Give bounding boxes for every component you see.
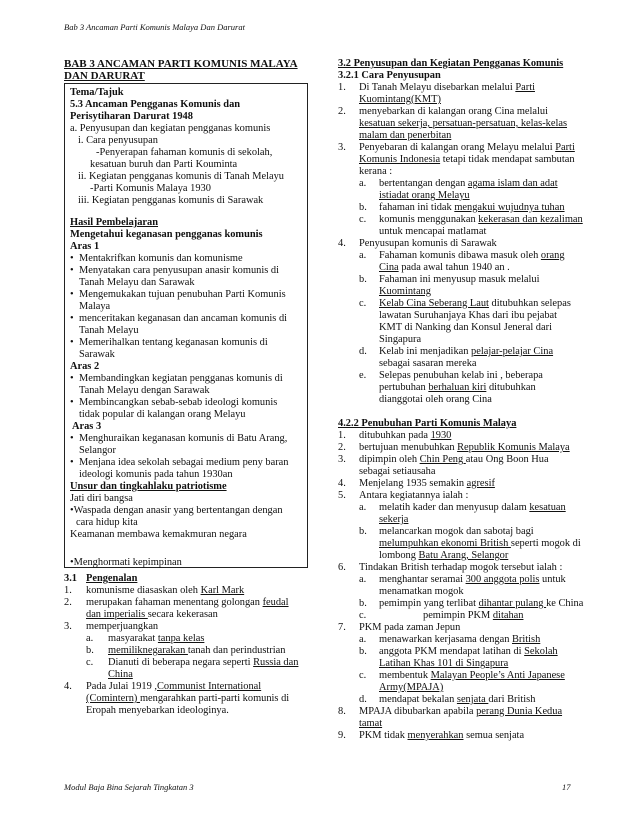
item-text: anggota PKM mendapat latihan di xyxy=(379,646,525,657)
keyword: Kuomintang(KMT) xyxy=(359,94,441,105)
page-number: 17 xyxy=(562,782,571,792)
topic-line: -Penyerapan fahaman komunis di sekolah, xyxy=(96,147,273,158)
item-number: 2. xyxy=(338,442,346,453)
keyword: Chin Peng xyxy=(419,454,466,465)
outcome-item: ideologi komunis pada tahun 1930an xyxy=(79,469,233,480)
outcome-heading: Mengetahui keganasan pengganas komunis xyxy=(70,229,263,240)
item-letter: c. xyxy=(359,214,367,225)
value-item: Waspada dengan anasir yang bertentangan dengan xyxy=(73,505,283,516)
item-text: menamatkan mogok xyxy=(379,586,464,597)
topic-line: -Parti Komunis Malaya 1930 xyxy=(90,183,211,194)
keyword: Army(MPAJA) xyxy=(379,682,444,693)
item-text: Kelab ini menjadikan xyxy=(379,346,472,357)
item-number: 2. xyxy=(338,106,346,117)
outcome-item: Tanah Melayu dengan Sarawak xyxy=(79,385,210,396)
keyword: Communist International xyxy=(157,681,262,692)
item-text: Selepas penubuhan kelab ini , beberapa xyxy=(379,370,543,381)
keyword: Malayan People’s Anti Japanese xyxy=(430,670,565,681)
item-number: 5. xyxy=(338,490,346,501)
keyword: berhaluan kiri xyxy=(428,382,487,393)
item-text: Fahaman komunis dibawa masuk oleh xyxy=(379,250,541,261)
item-text: lawatan Suruhanjaya Khas dari ibu pejabat xyxy=(379,310,558,321)
section-title: 3.2 Penyusupan dan Kegiatan Pengganas Komunis xyxy=(338,58,564,69)
objectives-content xyxy=(70,87,306,541)
keyword: senjata xyxy=(456,694,489,705)
item-text: Menjelang 1935 semakin xyxy=(359,478,467,489)
chapter-title: DAN DARURAT xyxy=(64,70,145,82)
bullet-icon: • xyxy=(70,253,74,264)
item-text: Tindakan British terhadap mogok tersebut ialah : xyxy=(359,562,563,573)
topic-line: kesatuan buruh dan Parti Kouminta xyxy=(90,159,238,170)
keyword: tanpa kelas xyxy=(157,633,205,644)
keyword: Latihan Khas 101 di Singapura xyxy=(379,658,509,669)
keyword: kesatuan sekerja, persatuan-persatuan, kelas-kelas xyxy=(359,118,568,129)
keyword: tamat xyxy=(359,718,383,729)
item-letter: a. xyxy=(86,633,94,644)
subsection-title: 3.2.1 Cara Penyusupan xyxy=(338,70,441,81)
outcome-item: tidak popular di kalangan orang Melayu xyxy=(79,409,246,420)
item-text: melancarkan mogok dan sabotaj bagi xyxy=(379,526,534,537)
item-letter: a. xyxy=(359,250,367,261)
item-number: 9. xyxy=(338,730,346,741)
item-text: pertubuhan xyxy=(379,382,429,393)
bullet-icon: • xyxy=(70,433,74,444)
item-text: dianggotai oleh orang Cina xyxy=(379,394,492,405)
keyword: menyerahkan xyxy=(407,730,464,741)
left-column xyxy=(64,58,314,82)
item-letter: a. xyxy=(359,574,367,585)
keyword: orang xyxy=(540,250,565,261)
keyword: Kelab Cina Seberang Laut xyxy=(379,298,489,309)
outcome-item: menceritakan keganasan dan ancaman komunis di xyxy=(79,313,288,324)
item-letter: b. xyxy=(359,202,367,213)
keyword: feudal xyxy=(262,597,289,608)
keyword: sekerja xyxy=(379,514,409,525)
item-text: memperjuangkan xyxy=(86,621,159,632)
item-number: 8. xyxy=(338,706,346,717)
item-text: Penyusupan komunis di Sarawak xyxy=(359,238,497,249)
item-text: dipimpin oleh xyxy=(359,454,420,465)
keyword: 1930 xyxy=(430,430,452,441)
item-letter: c. xyxy=(359,670,367,681)
item-number: 3. xyxy=(338,142,346,153)
item-text: membentuk xyxy=(379,670,431,681)
item-number: 1. xyxy=(338,430,346,441)
item-text: masyarakat xyxy=(108,633,158,644)
item-text: tanah dan perindustrian xyxy=(187,645,286,656)
item-text: lombong xyxy=(379,550,419,561)
item-number: 4. xyxy=(64,681,72,692)
topic-line: ii. Kegiatan pengganas komunis di Tanah Melayu xyxy=(78,171,284,182)
item-letter: b. xyxy=(359,646,367,657)
topic-line: i. Cara penyusupan xyxy=(78,135,158,146)
patriotisme-heading: Unsur dan tingkahlaku patriotisme xyxy=(70,481,227,492)
keyword: Sekolah xyxy=(524,646,558,657)
item-text: Pada Julai 1919 , xyxy=(86,681,157,692)
item-text: ditubuhkan pada xyxy=(359,430,431,441)
outcome-item: Malaya xyxy=(79,301,111,312)
keyword: Parti xyxy=(555,142,575,153)
outcome-item: Memerihalkan tentang keganasan komunis di xyxy=(79,337,268,348)
section-3-1 xyxy=(64,573,314,717)
keyword: British xyxy=(512,634,541,645)
bullet-icon: • xyxy=(70,457,74,468)
item-text: bertentangan dengan xyxy=(379,178,468,189)
item-number: 7. xyxy=(338,622,346,633)
item-text: kerana : xyxy=(359,166,393,177)
topic-line: iii. Kegiatan pengganas komunis di Sarawak xyxy=(78,195,264,206)
value-item: Menghormati kepimpinan xyxy=(73,557,182,568)
item-letter: c. xyxy=(86,657,94,668)
keyword: pelajar-pelajar Cina xyxy=(471,346,554,357)
outcome-item: Menyatakan cara penyusupan anasir komunis di xyxy=(79,265,279,276)
keyword: ditahan xyxy=(492,610,524,621)
page-footer: Modul Baja Bina Sejarah Tingkatan 3 xyxy=(64,782,194,792)
keyword: melumpuhkan ekonomi British xyxy=(379,538,511,549)
item-text: atau Ong Boon Hua xyxy=(465,454,549,465)
outcome-item: Sarawak xyxy=(79,349,115,360)
keyword: istiadat orang Melayu xyxy=(379,190,470,201)
topic-line: a. Penyusupan dan kegiatan pengganas komunis xyxy=(70,123,271,134)
item-text: KMT di Nanking dan Konsul Jeneral dari xyxy=(379,322,552,333)
item-number: 6. xyxy=(338,562,346,573)
outcome-item: Menjana idea sekolah sebagai medium peny baran xyxy=(79,457,289,468)
item-text: Antara kegiatannya ialah : xyxy=(359,490,469,501)
item-letter: b. xyxy=(86,645,94,656)
keyword: kekerasan dan kezaliman xyxy=(478,214,583,225)
outcome-item: Menghuraikan keganasan komunis di Batu Arang, xyxy=(79,433,288,444)
bullet-icon: • xyxy=(70,397,74,408)
chapter-title: BAB 3 ANCAMAN PARTI KOMUNIS MALAYA xyxy=(64,58,298,70)
item-letter: a. xyxy=(359,634,367,645)
item-text: pemimpin yang terlibat xyxy=(379,598,479,609)
subsection-title: 4.2.2 Penubuhan Parti Komunis Malaya xyxy=(338,418,517,429)
item-text: seperti mogok di xyxy=(510,538,581,549)
cut-off-line xyxy=(70,557,306,568)
section-number: 3.1 xyxy=(64,573,77,584)
item-letter: b. xyxy=(359,526,367,537)
subtopic: Perisytiharan Darurat 1948 xyxy=(70,111,193,122)
keyword: Parti xyxy=(515,82,535,93)
item-number: 1. xyxy=(64,585,72,596)
item-text: komunis menggunakan xyxy=(379,214,479,225)
tema-heading: Tema/Tajuk xyxy=(70,87,124,98)
outcome-item: Mengemukakan tujuan penubuhan Parti Komunis xyxy=(79,289,286,300)
item-number: 4. xyxy=(338,238,346,249)
keyword: mengakui wujudnya tuhan xyxy=(454,202,565,213)
item-text: Penyebaran di kalangan orang Melayu melalui xyxy=(359,142,556,153)
item-letter: e. xyxy=(359,370,367,381)
item-text: untuk mencapai matlamat xyxy=(379,226,487,237)
outcome-item: Tanah Melayu xyxy=(79,325,139,336)
item-number: 3. xyxy=(64,621,72,632)
item-text: fahaman ini tidak xyxy=(379,202,455,213)
keyword: kesatuan xyxy=(529,502,566,513)
item-text: bertujuan menubuhkan xyxy=(359,442,458,453)
item-text: PKM pada zaman Jepun xyxy=(359,622,461,633)
keyword: Komunis Indonesia xyxy=(359,154,441,165)
item-letter: d. xyxy=(359,346,367,357)
keyword: Republik Komunis Malaya xyxy=(457,442,570,453)
section-title: Pengenalan xyxy=(86,573,138,584)
item-text: Fahaman ini menyusup masuk melalui xyxy=(379,274,540,285)
item-letter: b. xyxy=(359,598,367,609)
keyword: China xyxy=(108,669,133,680)
item-text: sebagai sasaran mereka xyxy=(379,358,477,369)
item-text: Dianuti di beberapa negara seperti xyxy=(108,657,254,668)
bullet-icon: • xyxy=(70,557,74,568)
item-number: 3. xyxy=(338,454,346,465)
keyword: agresif xyxy=(466,478,495,489)
keyword: agama islam dan adat xyxy=(467,178,558,189)
item-number: 1. xyxy=(338,82,346,93)
outcome-item: Membincangkan sebab-sebab ideologi komunis xyxy=(79,397,278,408)
page-header: Bab 3 Ancaman Parti Komunis Malaya Dan Darurat xyxy=(64,22,245,32)
item-text: tetapi tidak mendapat sambutan xyxy=(440,154,575,165)
item-text: Eropah menyebarkan ideologinya. xyxy=(86,705,229,716)
item-letter: a. xyxy=(359,178,367,189)
bullet-icon: • xyxy=(70,313,74,324)
item-letter: c. xyxy=(359,610,367,621)
keyword: (Comintern) xyxy=(86,693,140,704)
item-text: semua senjata xyxy=(463,730,525,741)
item-text: pemimpin PKM xyxy=(423,610,493,621)
item-text: Singapura xyxy=(379,334,422,345)
keyword: malam dan penerbitan xyxy=(359,130,452,141)
bullet-icon: • xyxy=(70,337,74,348)
subtopic: 5.3 Ancaman Pengganas Komunis dan xyxy=(70,99,241,110)
item-text: ditubuhkan selepas xyxy=(488,298,571,309)
aras1-heading: Aras 1 xyxy=(70,241,100,252)
item-text: mengarahkan parti-parti komunis di xyxy=(139,693,290,704)
item-text: ke China xyxy=(546,598,584,609)
outcome-item: Selangor xyxy=(79,445,116,456)
keyword: Russia dan xyxy=(253,657,299,668)
item-text: menawarkan kerjasama dengan xyxy=(379,634,512,645)
item-letter: c. xyxy=(359,298,367,309)
outcome-item: Tanah Melayu dan Sarawak xyxy=(79,277,195,288)
keyword: 300 anggota polis xyxy=(465,574,540,585)
item-letter: a. xyxy=(359,502,367,513)
item-text: secara kekerasan xyxy=(147,609,218,620)
item-number: 2. xyxy=(64,597,72,608)
item-text: ditubuhkan xyxy=(486,382,536,393)
item-text: untuk xyxy=(539,574,566,585)
right-column xyxy=(338,58,588,742)
hasil-heading: Hasil Pembelajaran xyxy=(70,217,159,228)
value-item: cara hidup kita xyxy=(76,517,138,528)
outcome-item: Membandingkan kegiatan pengganas komunis di xyxy=(79,373,283,384)
value-item: Jati diri bangsa xyxy=(70,493,133,504)
aras3-heading: Aras 3 xyxy=(72,421,102,432)
bullet-icon: • xyxy=(70,289,74,300)
keyword: Kuomintang xyxy=(379,286,431,297)
item-letter: b. xyxy=(359,274,367,285)
item-text: menghantar seramai xyxy=(379,574,466,585)
item-text: melatih kader dan menyusup dalam xyxy=(379,502,530,513)
item-text: merupakan fahaman menentang golongan xyxy=(86,597,263,608)
item-letter: d. xyxy=(359,694,367,705)
keyword: Karl Mark xyxy=(200,585,245,596)
item-text: MPAJA dibubarkan apabila xyxy=(359,706,477,717)
item-text: sebagai setiausaha xyxy=(359,466,436,477)
item-number: 4. xyxy=(338,478,346,489)
keyword: perang Dunia Kedua xyxy=(476,706,563,717)
keyword: Batu Arang, Selangor xyxy=(418,550,509,561)
item-text: PKM tidak xyxy=(359,730,408,741)
outcome-item: Mentakrifkan komunis dan komunisme xyxy=(79,253,243,264)
item-text: mendapat bekalan xyxy=(379,694,457,705)
item-text: komunisme diasaskan oleh xyxy=(86,585,201,596)
value-item: Keamanan membawa kemakmuran negara xyxy=(70,529,247,540)
keyword: dihantar pulang xyxy=(478,598,547,609)
bullet-icon: • xyxy=(70,265,74,276)
item-text: menyebarkan di kalangan orang Cina melalui xyxy=(359,106,548,117)
keyword: dan imperialis xyxy=(86,609,148,620)
bullet-icon: • xyxy=(70,505,74,516)
item-text: pada awal tahun 1940 an . xyxy=(398,262,510,273)
keyword: memiliknegarakan xyxy=(108,645,188,656)
keyword: Cina xyxy=(379,262,399,273)
item-text: Di Tanah Melayu disebarkan melalui xyxy=(359,82,516,93)
item-text: dari British xyxy=(488,694,536,705)
bullet-icon: • xyxy=(70,373,74,384)
aras2-heading: Aras 2 xyxy=(70,361,100,372)
